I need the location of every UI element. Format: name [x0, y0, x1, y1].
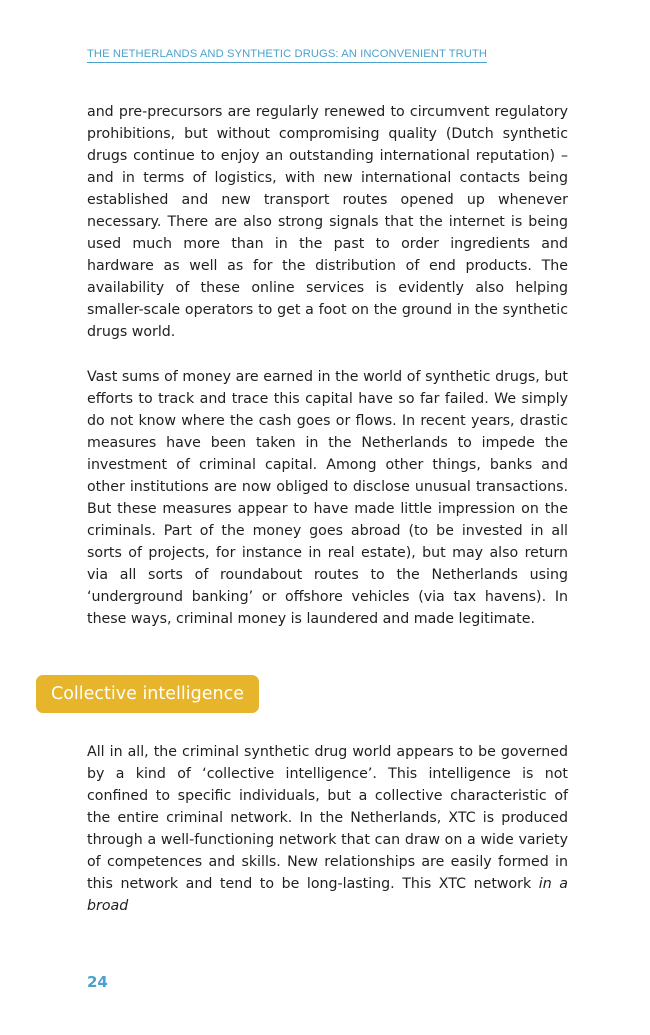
body-paragraph-3-italic: in a broad [87, 876, 568, 914]
running-header: THE NETHERLANDS AND SYNTHETIC DRUGS: AN INCONVENIENT TRUTH [87, 48, 487, 63]
body-paragraph-3 [87, 741, 568, 917]
body-paragraph-2: Vast sums of money are earned in the world of synthetic drugs, but efforts to track and trace this capital have so far failed. We simply do not know where the cash goes or flows. In recent years, drastic measures have been taken in the Netherlands to impede the investment of criminal capital. Among other things, banks and other institutions are now obliged to disclose unusual transactions. But these measures appear to have made little impression on the criminals. Part of the money goes abroad (to be invested in all sorts of projects, for instance in real estate), but may also return via all sorts of roundabout routes to the Netherlands using ‘underground banking’ or offshore vehicles (via tax havens). In these ways, criminal money is laundered and made legitimate. [87, 369, 568, 627]
body-paragraph-3-text: All in all, the criminal synthetic drug world appears to be governed by a kind of ‘collective intelligence’. This intelligence is not confined to specific individuals, but a collective characteristic of the entire criminal network. In the Netherlands, XTC is produced through a well-functioning network that can draw on a wide variety of competences and skills. New relationships are easily formed in this network and tend to be long-lasting. This XTC network [87, 744, 568, 892]
section-heading-collective-intelligence: Collective intelligence [36, 675, 259, 713]
body-paragraph-1: and pre-precursors are regularly renewed to circumvent regulatory prohibitions, but without compromising quality (Dutch synthetic drugs continue to enjoy an outstanding international reputation) – and in terms of logistics, with new international contacts being established and new transport routes opened up whenever necessary. There are also strong signals that the internet is being used much more than in the past to order ingredients and hardware as well as for the distribution of end products. The availability of these online services is evidently also helping smaller-scale operators to get a foot on the ground in the synthetic drugs world. [87, 104, 568, 340]
page-number: 24 [87, 973, 108, 991]
